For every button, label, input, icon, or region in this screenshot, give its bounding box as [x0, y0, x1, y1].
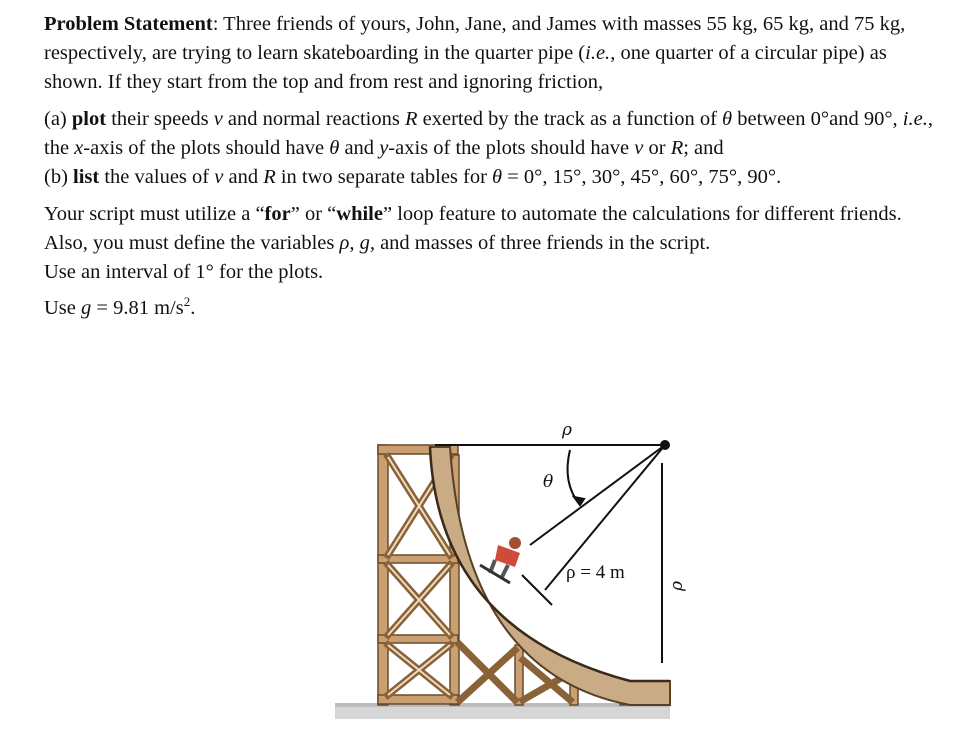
gravity-note: Use g = 9.81 $m/s^2$. — [44, 294, 196, 319]
label-rho-side: ρ — [667, 581, 687, 591]
pivot-point — [660, 440, 670, 450]
problem-text — [44, 10, 949, 323]
part-b: (b) list the values of v and R in two separate tables for θ = 0°, 15°, 30°, 45°, 60°, 75°, 90°. — [44, 166, 782, 188]
skater-figure — [480, 537, 521, 583]
problem-statement: Problem Statement: Three friends of yours, John, Jane, and James with masses 55 kg, 65 kg, and 75 kg, respectively, are trying to learn skateboarding in the quarter pipe (i.e., one quarter of a circular pipe) as shown. If they start from the top and from rest and ignoring friction, — [44, 13, 906, 93]
label-rho-eq: ρ = 4 m — [566, 562, 625, 583]
quarter-pipe-diagram — [330, 405, 710, 745]
quarter-pipe-figure — [330, 405, 710, 745]
part-a: (a) plot their speeds v and normal reactions R exerted by the track as a function of θ between 0°and 90°, i.e., the x-axis of the plots should have θ and y-axis of the plots should have v or R; and — [44, 108, 933, 159]
instructions: Your script must utilize a “for” or “while” loop feature to automate the calculations for different friends. Also, you must define the variables ρ, g, and masses of three friends in the script. — [44, 203, 902, 254]
ground — [335, 705, 670, 719]
label-theta: θ — [543, 472, 554, 492]
interval-note: Use an interval of 1° for the plots. — [44, 261, 324, 283]
label-rho-top: ρ — [562, 420, 572, 440]
problem-heading: Problem Statement — [44, 13, 213, 35]
